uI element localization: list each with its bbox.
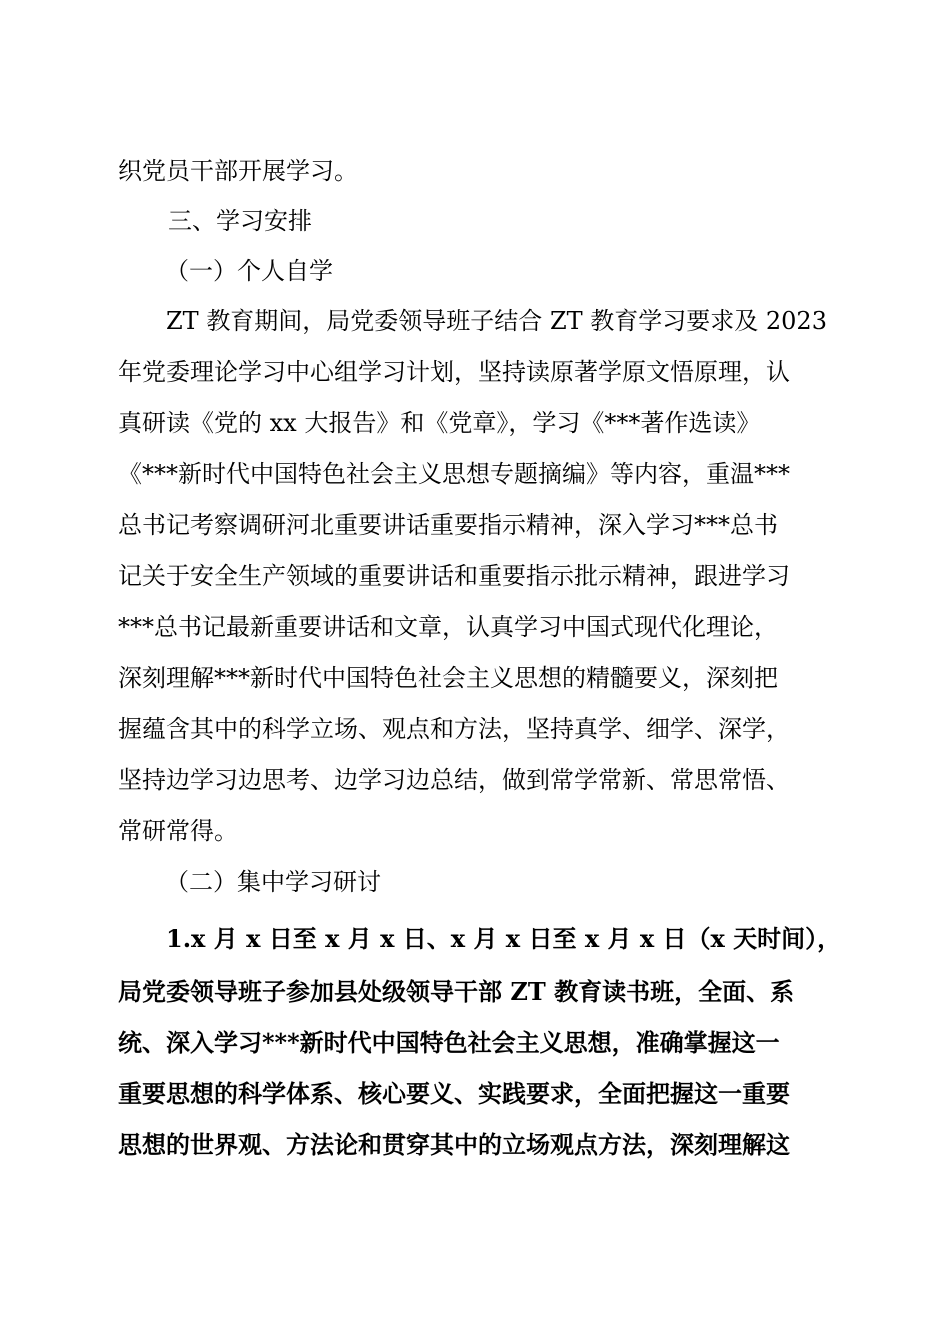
paragraph-line: 记关于安全生产领域的重要讲话和重要指示批示精神，跟进学习 [118,562,790,590]
section-heading: 三、学习安排 [168,207,312,235]
paragraph-line: 总书记考察调研河北重要讲话重要指示精神，深入学习***总书 [118,511,778,539]
subsection-heading: （一）个人自学 [165,257,333,285]
paragraph-line: 深刻理解***新时代中国特色社会主义思想的精髓要义，深刻把 [118,664,778,692]
bold-paragraph-line: 局党委领导班子参加县处级领导干部 ZT 教育读书班，全面、系 [118,977,795,1006]
paragraph-line: 《***新时代中国特色社会主义思想专题摘编》等内容，重温*** [118,460,790,488]
paragraph-line: 织党员干部开展学习。 [118,157,358,185]
bold-paragraph-line: 统、深入学习***新时代中国特色社会主义思想，准确掌握这一 [118,1028,780,1057]
bold-paragraph-line: 重要思想的科学体系、核心要义、实践要求，全面把握这一重要 [118,1079,790,1108]
paragraph-line: 常研常得。 [118,817,238,845]
bold-paragraph-line: 思想的世界观、方法论和贯穿其中的立场观点方法，深刻理解这 [118,1130,790,1159]
bold-paragraph-line: 1.x 月 x 日至 x 月 x 日、x 月 x 日至 x 月 x 日（x 天时间）， [166,924,842,953]
paragraph-line: 年党委理论学习中心组学习计划，坚持读原著学原文悟原理，认 [118,358,790,386]
paragraph-line: ***总书记最新重要讲话和文章，认真学习中国式现代化理论， [118,613,778,641]
subsection-heading: （二）集中学习研讨 [165,868,381,896]
paragraph-line: ZT 教育期间，局党委领导班子结合 ZT 教育学习要求及 2023 [166,307,827,335]
paragraph-line: 真研读《党的 xx 大报告》和《党章》，学习《***著作选读》 [118,409,761,437]
paragraph-line: 坚持边学习边思考、边学习边总结，做到常学常新、常思常悟、 [118,766,790,794]
paragraph-line: 握蕴含其中的科学立场、观点和方法，坚持真学、细学、深学， [118,715,790,743]
